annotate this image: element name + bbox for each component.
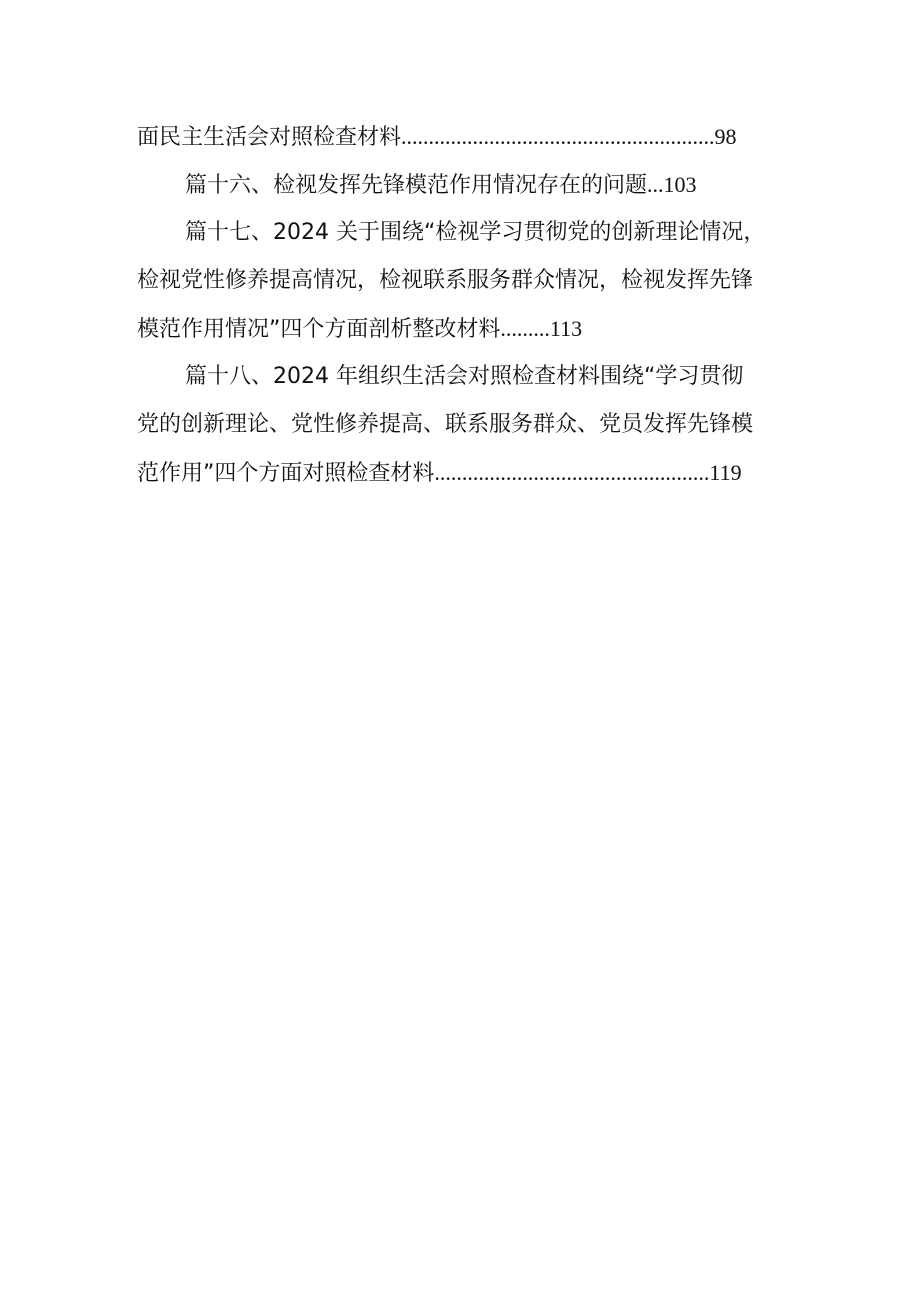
toc-entry-line: 检视党性修养提高情况，检视联系服务群众情况，检视发挥先锋: [137, 268, 754, 293]
toc-entry-15-tail[interactable]: [137, 113, 797, 161]
toc-entry-text: 面民主生活会对照检查材料: [137, 125, 402, 150]
toc-leader-dots: .........: [500, 316, 550, 341]
toc-entry-18[interactable]: [137, 353, 797, 497]
toc-leader-dots: .........................................................: [401, 124, 715, 149]
toc-entry-line: 党的创新理论、党性修养提高、联系服务群众、党员发挥先锋模: [137, 412, 754, 437]
toc-page-number: 113: [549, 316, 583, 341]
table-of-contents: [137, 113, 797, 497]
toc-entry-text: 模范作用情况”四个方面剖析整改材料: [137, 317, 501, 342]
toc-entry-text: 范作用”四个方面对照检查材料: [137, 461, 435, 486]
toc-entry-16[interactable]: [137, 161, 797, 209]
toc-entry-17[interactable]: [137, 209, 797, 353]
toc-page-number: 119: [709, 460, 742, 485]
toc-leader-dots: ...: [647, 172, 664, 197]
toc-leader-dots: ..................................................: [434, 460, 710, 485]
toc-entry-last-line: [137, 305, 797, 353]
toc-page-number: 98: [714, 124, 737, 149]
toc-entry-text: 篇十六、检视发挥先锋模范作用情况存在的问题: [185, 173, 648, 198]
toc-entry-line: 篇十八、2024 年组织生活会对照检查材料围绕“学习贯彻: [185, 364, 744, 389]
toc-entry-line: 篇十七、2024 关于围绕“检视学习贯彻党的创新理论情况，: [185, 220, 766, 245]
toc-page-number: 103: [663, 172, 697, 197]
toc-entry-last-line: [137, 449, 797, 497]
